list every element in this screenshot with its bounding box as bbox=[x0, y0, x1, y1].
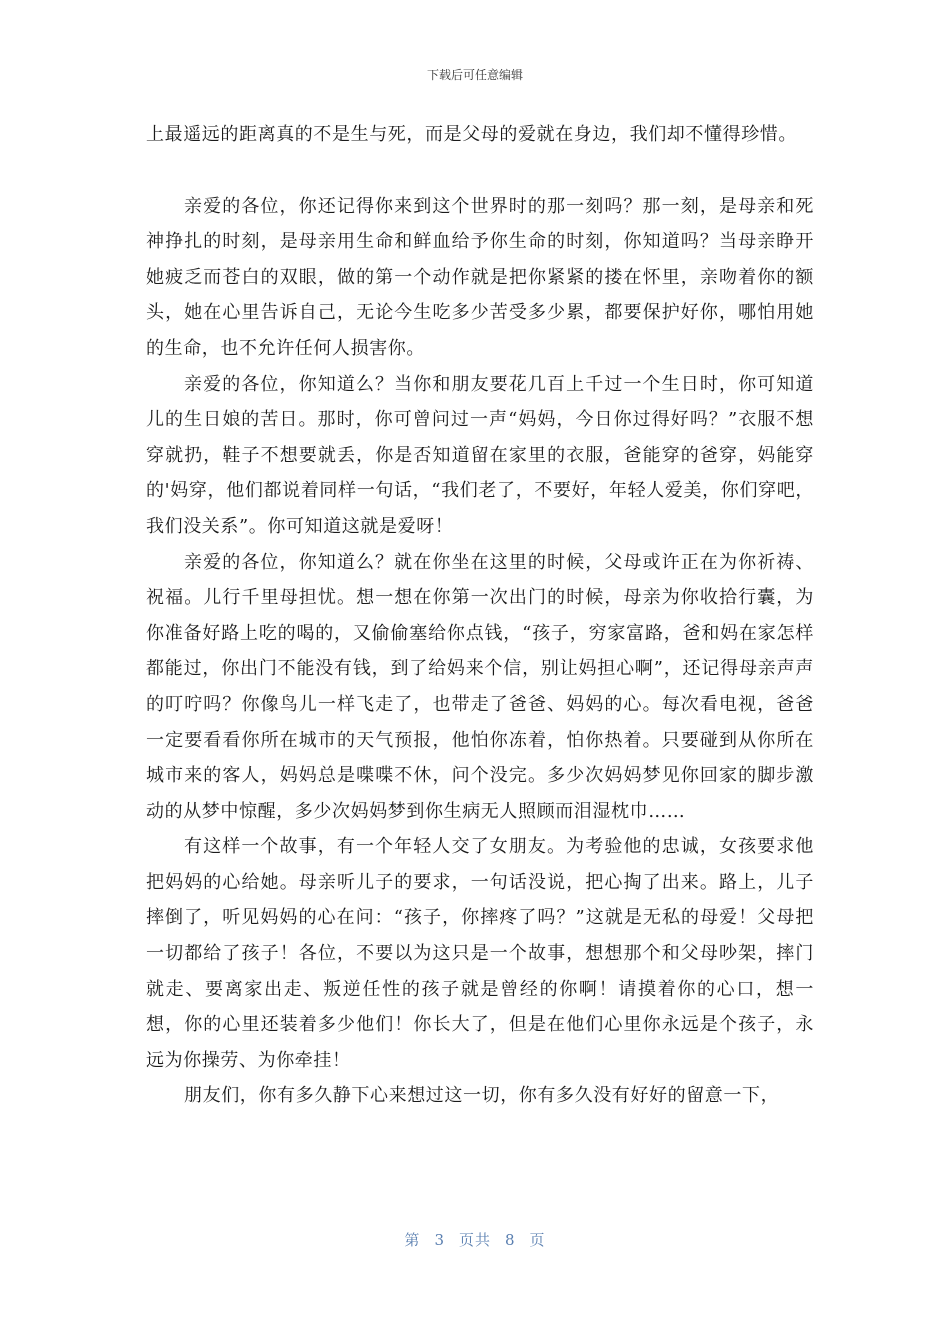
document-body bbox=[146, 117, 814, 1114]
paragraph-parents-worry: 亲爱的各位，你知道么？就在你坐在这里的时候，父母或许正在为你祈祷、祝福。儿行千里母担忧。想一想在你第一次出门的时候，母亲为你收拾行囊，为你准备好路上吃的喝的，又偷偷塞给你点钱，“孩子，穷家富路，爸和妈在家怎样都能过，你出门不能没有钱，到了给妈来个信，别让妈担心啊”，还记得母亲声声的叮咛吗？你像鸟儿一样飞走了，也带走了爸爸、妈妈的心。每次看电视，爸爸一定要看看你所在城市的天气预报，他怕你冻着，怕你热着。只要碰到从你所在城市来的客人，妈妈总是喋喋不休，问个没完。多少次妈妈梦见你回家的脚步激动的从梦中惊醒，多少次妈妈梦到你生病无人照顾而泪湿枕巾…… bbox=[146, 551, 814, 822]
total-pages-number: 8 bbox=[505, 1231, 516, 1249]
page-header: 下载后可任意编辑 bbox=[426, 68, 523, 82]
current-page-number: 3 bbox=[434, 1231, 445, 1249]
paragraph-birthday: 亲爱的各位，你知道么？当你和朋友要花几百上千过一个生日时，你可知道儿的生日娘的苦日。那时，你可曾问过一声“妈妈，今日你过得好吗？”衣服不想穿就扔，鞋子不想要就丢，你是否知道留在家里的衣服，爸能穿的爸穿，妈能穿的'妈穿，他们都说着同样一句话，“我们老了，不要好，年轻人爱美，你们穿吧，我们没关系”。你可知道这就是爱呀！ bbox=[146, 373, 814, 537]
paragraph-continuation: 上最遥远的距离真的不是生与死，而是父母的爱就在身边，我们却不懂得珍惜。 bbox=[146, 124, 797, 145]
paragraph-birth-moment: 亲爱的各位，你还记得你来到这个世界时的那一刻吗？那一刻，是母亲和死神挣扎的时刻，是母亲用生命和鲜血给予你生命的时刻，你知道吗？当母亲睁开她疲乏而苍白的双眼，做的第一个动作就是把你紧紧的搂在怀里，亲吻着你的额头，她在心里告诉自己，无论今生吃多少苦受多少累，都要保护好你，哪怕用她的生命，也不允许任何人损害你。 bbox=[146, 195, 814, 359]
paragraph-friends: 朋友们，你有多久静下心来想过这一切，你有多久没有好好的留意一下， bbox=[184, 1085, 780, 1107]
footer-middle: 页共 bbox=[458, 1231, 491, 1249]
page-footer bbox=[0, 1229, 950, 1250]
paragraph-story: 有这样一个故事，有一个年轻人交了女朋友。为考验他的忠诚，女孩要求他把妈妈的心给她。母亲听儿子的要求，一句话没说，把心掏了出来。路上，儿子摔倒了，听见妈妈的心在问：“孩子，你摔疼了吗？”这就是无私的母爱！父母把一切都给了孩子！各位，不要以为这只是一个故事，想想那个和父母吵架，摔门就走、要离家出走、叛逆任性的孩子就是曾经的你啊！请摸着你的心口，想一想，你的心里还装着多少他们！你长大了，但是在他们心里你永远是个孩子，永远为你操劳、为你牵挂！ bbox=[146, 836, 814, 1071]
footer-suffix: 页 bbox=[529, 1231, 546, 1249]
footer-prefix: 第 bbox=[404, 1231, 421, 1249]
